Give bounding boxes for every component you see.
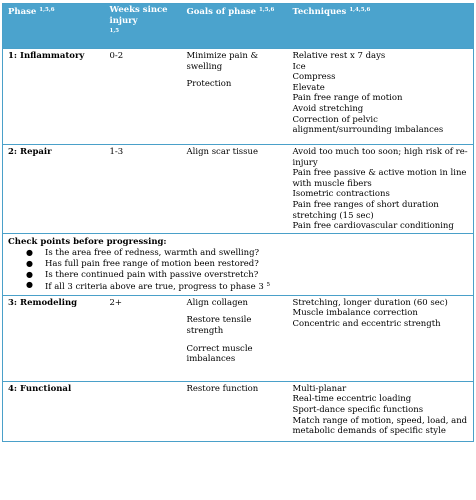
checkpoints-cell <box>3 233 474 295</box>
phase-techniques <box>288 381 474 441</box>
phase-techniques <box>288 295 474 381</box>
phase-weeks: 2+ <box>105 295 182 381</box>
table-row-remodeling <box>3 295 474 381</box>
header-weeks: Weeks since injury $^{1,5}$ <box>105 4 182 49</box>
technique-item: Compress <box>292 72 336 83</box>
bullet-icon: ● <box>26 280 33 290</box>
technique-item: Isometric contractions <box>292 189 390 200</box>
phase-weeks: 0-2 <box>105 49 182 145</box>
goal-item: Protection <box>186 79 232 90</box>
technique-item: Muscle imbalance correction <box>292 308 418 319</box>
technique-item: Pain free passive & active motion in line with muscle fibers <box>292 168 467 189</box>
table-row-functional <box>3 381 474 441</box>
phase-goals <box>182 381 288 441</box>
phase-goals <box>182 295 288 381</box>
phase-techniques <box>288 49 474 145</box>
technique-item: Relative rest x 7 days <box>292 51 386 61</box>
goal-item: Align scar tissue <box>186 147 259 157</box>
reference-marker: 5 <box>266 282 270 289</box>
list-item: ● If all 3 criteria above are true, progress to phase 3 $^5$ <box>26 280 270 293</box>
phase-weeks <box>105 381 182 441</box>
phase-label: 2: Repair <box>3 145 105 234</box>
list-item: ● Is the area free of redness, warmth and swelling? <box>26 248 260 259</box>
phase-label: 4: Functional <box>3 381 105 441</box>
technique-item: Elevate <box>292 82 325 93</box>
technique-item: Sport-dance specific functions <box>292 404 424 415</box>
header-phase: Phase $^{1,5,6}$ <box>3 4 105 49</box>
goal-spacer <box>187 308 283 315</box>
technique-item: Avoid stretching <box>292 103 364 114</box>
list-item: ● Is there continued pain with passive overstretch? <box>26 269 259 280</box>
phase-label: 1: Inflammatory <box>3 49 105 145</box>
list-item: ● Has full pain free range of motion been restored? <box>26 258 259 269</box>
bullet-icon: ● <box>26 248 33 258</box>
phase-techniques <box>288 145 474 234</box>
technique-item: Pain free ranges of short duration stretching (15 sec) <box>292 199 439 221</box>
technique-item: Match range of motion, speed, load, and metabolic demands of specific style <box>292 415 468 437</box>
goal-item: Restore function <box>186 383 259 394</box>
bullet-icon: ● <box>26 258 33 268</box>
checkpoints-title: Check points before progressing: <box>8 236 167 247</box>
goal-spacer <box>187 337 283 344</box>
phase-weeks: 1-3 <box>105 145 182 234</box>
table-header-row <box>3 4 474 49</box>
technique-item: Ice <box>292 61 306 72</box>
phase-goals <box>182 49 288 145</box>
rehab-phases-table <box>2 3 474 442</box>
goal-spacer <box>187 72 283 79</box>
technique-item: Real-time eccentric loading <box>292 394 412 405</box>
goal-item: Correct muscle imbalances <box>186 343 253 365</box>
table-row-inflammatory <box>3 49 474 145</box>
technique-item: Multi-planar <box>292 383 347 394</box>
technique-item: Pain free cardiovascular conditioning <box>292 221 454 232</box>
technique-item: Correction of pelvic alignment/surrounding imbalances <box>292 114 444 136</box>
goal-item: Minimize pain & swelling <box>186 51 259 72</box>
checkpoints-list <box>8 248 468 292</box>
bullet-icon: ● <box>26 269 33 279</box>
goal-item: Restore tensile strength <box>186 315 252 336</box>
technique-item: Stretching, longer duration (60 sec) <box>292 297 448 308</box>
technique-item: Avoid too much too soon; high risk of re-injury <box>292 147 468 168</box>
header-techniques: Techniques $^{1,4,5,6}$ <box>288 4 474 49</box>
technique-item: Concentric and eccentric strength <box>292 318 441 329</box>
header-goals: Goals of phase $^{1,5,6}$ <box>182 4 288 49</box>
phase-label: 3: Remodeling <box>3 295 105 381</box>
goal-item: Align collagen <box>186 297 249 308</box>
table-row-repair <box>3 145 474 234</box>
phase-goals <box>182 145 288 234</box>
table-row-checkpoints <box>3 233 474 295</box>
technique-item: Pain free range of motion <box>292 93 403 104</box>
